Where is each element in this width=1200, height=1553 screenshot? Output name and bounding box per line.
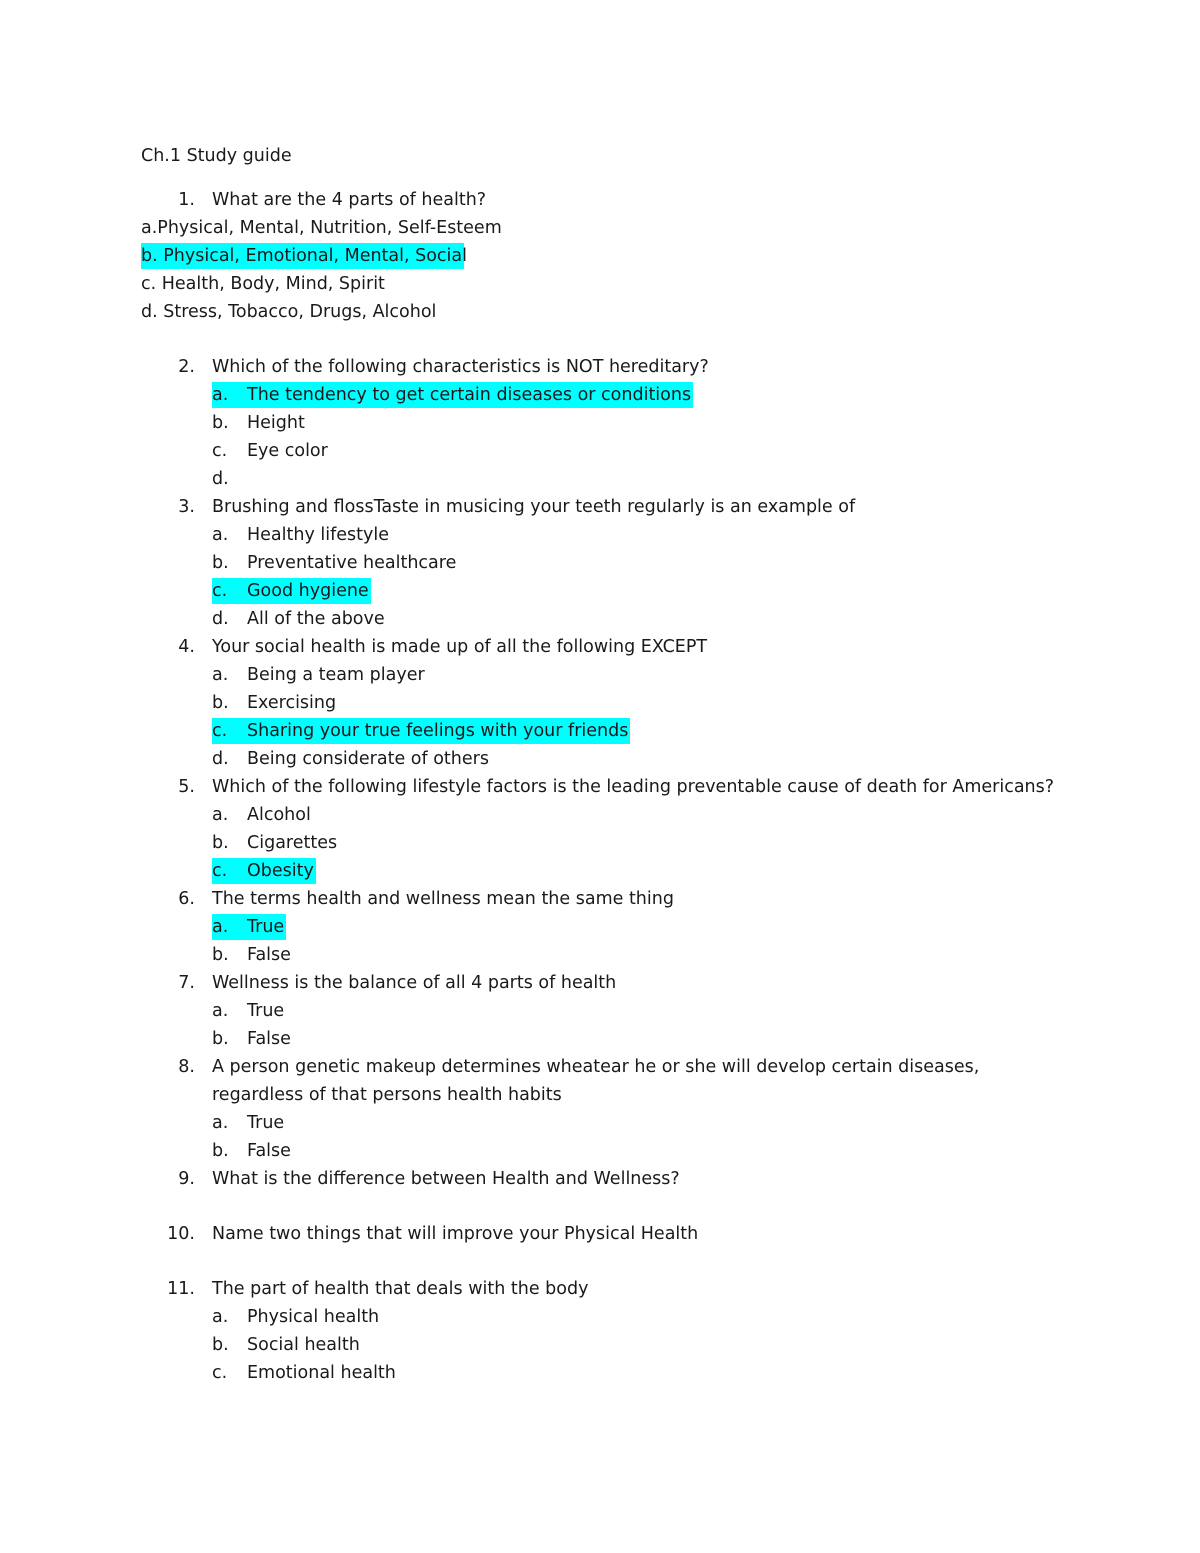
answer-option [0, 1361, 1200, 1389]
answer-option [0, 272, 1200, 300]
question-block [0, 495, 1200, 635]
page-title: Ch.1 Study guide [141, 146, 292, 166]
answer-option [0, 551, 1200, 579]
answer-letter: a. [212, 805, 229, 825]
question-number: 6. [178, 889, 195, 909]
answer-letter: a. [212, 917, 229, 937]
answer-option [0, 943, 1200, 971]
answer-option [0, 803, 1200, 831]
answer-text: Height [247, 413, 305, 433]
question-number: 7. [178, 973, 195, 993]
answer-text: Being a team player [247, 665, 425, 685]
answer-text: d. Stress, Tobacco, Drugs, Alcohol [141, 302, 437, 322]
answer-text: Exercising [247, 693, 337, 713]
answer-letter: c. [212, 441, 228, 461]
answer-letter: b. [212, 1141, 229, 1161]
answer-option [0, 467, 1200, 495]
answer-text: Eye color [247, 441, 328, 461]
question-text: Which of the following lifestyle factors is the leading preventable cause of death for Americans? [212, 777, 1055, 797]
answer-letter: b. [212, 413, 229, 433]
answer-option [0, 663, 1200, 691]
blank-line [0, 1250, 1200, 1277]
answer-option [0, 300, 1200, 328]
question-block [0, 1277, 1200, 1389]
answer-option [0, 1305, 1200, 1333]
question-block [0, 355, 1200, 495]
answer-option [0, 216, 1200, 244]
question-text: regardless of that persons health habits [212, 1085, 562, 1105]
question-number: 10. [167, 1224, 195, 1244]
question-text: Name two things that will improve your Physical Health [212, 1224, 699, 1244]
answer-text: Good hygiene [247, 581, 369, 601]
answer-text: The tendency to get certain diseases or conditions [247, 385, 692, 405]
answer-text: Emotional health [247, 1363, 396, 1383]
answer-text: Sharing your true feelings with your friends [247, 721, 629, 741]
answer-letter: b. [212, 945, 229, 965]
answer-letter: b. [212, 1029, 229, 1049]
question-line [0, 775, 1200, 803]
answer-letter: b. [212, 1335, 229, 1355]
answer-option-highlighted [0, 719, 1200, 747]
question-line [0, 1277, 1200, 1305]
answer-text: Social health [247, 1335, 360, 1355]
answer-letter: c. [212, 1363, 228, 1383]
question-line [0, 1055, 1200, 1083]
question-line [0, 188, 1200, 216]
answer-option [0, 1027, 1200, 1055]
question-text: What are the 4 parts of health? [212, 190, 487, 210]
question-block [0, 1055, 1200, 1167]
question-block [0, 635, 1200, 775]
question-line [0, 355, 1200, 383]
question-block [0, 887, 1200, 971]
question-line [0, 495, 1200, 523]
question-text: The part of health that deals with the body [212, 1279, 589, 1299]
answer-option [0, 607, 1200, 635]
question-line [0, 887, 1200, 915]
question-text: Brushing and flossTaste in musicing your teeth regularly is an example of [212, 497, 856, 517]
answer-letter: d. [212, 749, 229, 769]
question-line [0, 1083, 1200, 1111]
answer-text: Healthy lifestyle [247, 525, 389, 545]
answer-text: All of the above [247, 609, 385, 629]
answer-option [0, 691, 1200, 719]
answer-option [0, 747, 1200, 775]
answer-letter: b. [212, 693, 229, 713]
answer-letter: a. [212, 665, 229, 685]
answer-text: False [247, 1029, 291, 1049]
answer-option-highlighted [0, 859, 1200, 887]
answer-letter: c. [212, 861, 228, 881]
answer-option [0, 1111, 1200, 1139]
answer-text: Cigarettes [247, 833, 338, 853]
question-text: Which of the following characteristics is NOT hereditary? [212, 357, 709, 377]
answer-option [0, 999, 1200, 1027]
answer-letter: d. [212, 609, 229, 629]
question-text: Your social health is made up of all the following EXCEPT [212, 637, 708, 657]
answer-text: True [247, 917, 285, 937]
answer-text: False [247, 1141, 291, 1161]
question-text: What is the difference between Health and Wellness? [212, 1169, 680, 1189]
answer-text: Obesity [247, 861, 314, 881]
answer-letter: b. [212, 833, 229, 853]
question-number: 2. [178, 357, 195, 377]
question-block [0, 1222, 1200, 1277]
question-number: 11. [167, 1279, 195, 1299]
question-number: 9. [178, 1169, 195, 1189]
answer-letter: c. [212, 581, 228, 601]
answer-text: Preventative healthcare [247, 553, 457, 573]
answer-text: c. Health, Body, Mind, Spirit [141, 274, 385, 294]
answer-letter: a. [212, 1307, 229, 1327]
answer-letter: b. [212, 553, 229, 573]
question-block [0, 1167, 1200, 1222]
question-number: 1. [178, 190, 195, 210]
question-line [0, 635, 1200, 663]
question-line [0, 971, 1200, 999]
answer-option [0, 411, 1200, 439]
answer-text: a.Physical, Mental, Nutrition, Self-Esteem [141, 218, 502, 238]
answer-option [0, 1139, 1200, 1167]
question-number: 3. [178, 497, 195, 517]
answer-text: b. Physical, Emotional, Mental, Social [141, 246, 468, 266]
answer-letter: a. [212, 1113, 229, 1133]
answer-letter: a. [212, 525, 229, 545]
answer-letter: a. [212, 1001, 229, 1021]
answer-option [0, 523, 1200, 551]
question-line [0, 1222, 1200, 1250]
answer-letter: d. [212, 469, 229, 489]
question-text: Wellness is the balance of all 4 parts of health [212, 973, 617, 993]
answer-text: True [247, 1113, 285, 1133]
question-text: A person genetic makeup determines wheatear he or she will develop certain diseases, [212, 1057, 980, 1077]
question-number: 5. [178, 777, 195, 797]
answer-option-highlighted [0, 915, 1200, 943]
answer-text: Alcohol [247, 805, 311, 825]
question-block [0, 775, 1200, 887]
question-number: 4. [178, 637, 195, 657]
blank-line [0, 1195, 1200, 1222]
answer-letter: a. [212, 385, 229, 405]
answer-text: False [247, 945, 291, 965]
question-block [0, 971, 1200, 1055]
question-line [0, 1167, 1200, 1195]
answer-option-highlighted [0, 244, 1200, 272]
answer-option-highlighted [0, 383, 1200, 411]
answer-letter: c. [212, 721, 228, 741]
question-list [0, 355, 1200, 1389]
answer-text: True [247, 1001, 285, 1021]
answer-text: Being considerate of others [247, 749, 489, 769]
answer-option [0, 1333, 1200, 1361]
question-1 [0, 188, 1200, 328]
answer-option [0, 831, 1200, 859]
question-number: 8. [178, 1057, 195, 1077]
answer-option-highlighted [0, 579, 1200, 607]
answer-option [0, 439, 1200, 467]
question-text: The terms health and wellness mean the same thing [212, 889, 674, 909]
answer-text: Physical health [247, 1307, 380, 1327]
